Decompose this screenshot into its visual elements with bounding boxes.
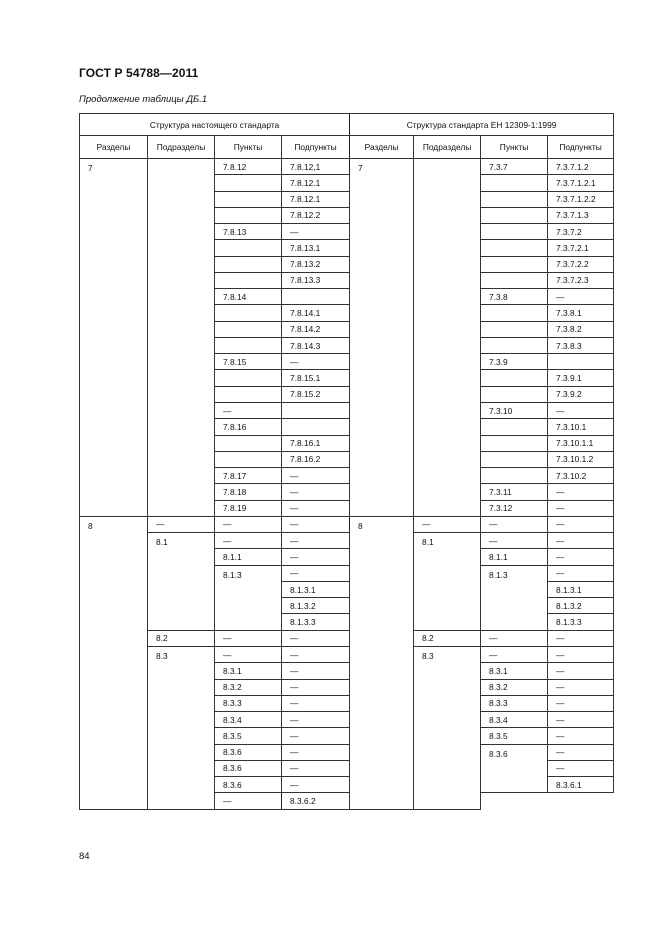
subclause-cell: 8.3.6.1	[548, 777, 614, 793]
subclause-cell: 8.1.3.1	[548, 581, 614, 597]
clause-cell	[481, 240, 548, 256]
section-cell: 7	[80, 159, 148, 517]
subclause-cell: 7.8.15.2	[282, 386, 350, 402]
subclause-cell: 7.8.12.1	[282, 191, 350, 207]
subsection-cell: —	[148, 516, 215, 532]
clause-cell: 8.3.6	[215, 760, 282, 776]
subclause-cell: —	[548, 760, 614, 776]
subclause-cell	[282, 289, 350, 305]
subclause-cell: 7.3.10.1	[548, 419, 614, 435]
subclause-cell: 7.8.14.3	[282, 337, 350, 353]
clause-cell: 8.3.1	[215, 663, 282, 679]
subclause-cell: —	[548, 695, 614, 711]
clause-cell: 7.8.13	[215, 224, 282, 240]
section-cell: 8	[80, 516, 148, 809]
subclause-cell: —	[548, 646, 614, 662]
clause-cell: 7.3.12	[481, 500, 548, 516]
clause-cell	[215, 207, 282, 223]
subclause-cell: 7.3.7.1.2.2	[548, 191, 614, 207]
subclause-cell: 8.1.3.2	[282, 598, 350, 614]
subclause-cell: 7.3.7.2.1	[548, 240, 614, 256]
clause-cell: 7.8.19	[215, 500, 282, 516]
subclause-cell: 8.3.6.2	[282, 793, 350, 809]
subclause-cell: —	[282, 549, 350, 565]
subclause-cell: —	[548, 533, 614, 549]
col-header: Подразделы	[148, 136, 215, 159]
subclause-cell: 8.1.3.3	[548, 614, 614, 630]
page-number: 84	[79, 851, 90, 862]
document-header: ГОСТ Р 54788—2011	[79, 66, 199, 80]
clause-cell: 7.8.15	[215, 354, 282, 370]
subclause-cell: —	[282, 646, 350, 662]
clause-cell: 8.3.5	[481, 728, 548, 744]
clause-cell: —	[215, 402, 282, 418]
clause-cell	[215, 370, 282, 386]
clause-cell	[481, 256, 548, 272]
subclause-cell: 7.8.14.2	[282, 321, 350, 337]
subclause-cell: —	[548, 728, 614, 744]
subclause-cell: —	[282, 500, 350, 516]
subclause-cell: 7.3.7.1.3	[548, 207, 614, 223]
clause-cell: 8.3.6	[215, 744, 282, 760]
subclause-cell: 7.3.8.3	[548, 337, 614, 353]
clause-cell: —	[481, 516, 548, 532]
table-row	[80, 646, 614, 662]
subclause-cell: —	[282, 695, 350, 711]
subsection-cell: —	[414, 516, 481, 532]
clause-cell	[215, 321, 282, 337]
clause-cell: —	[481, 533, 548, 549]
subclause-cell: 7.8.13.3	[282, 272, 350, 288]
subclause-cell: 7.3.7.1.2	[548, 159, 614, 175]
clause-cell: 8.3.4	[481, 712, 548, 728]
subclause-cell: —	[282, 728, 350, 744]
subclause-cell: 7.8.16.1	[282, 435, 350, 451]
subclause-cell: 8.1.3.1	[282, 581, 350, 597]
subclause-cell: —	[282, 484, 350, 500]
subclause-cell: —	[548, 549, 614, 565]
subclause-cell: —	[282, 630, 350, 646]
subclause-cell: 7.3.7.2	[548, 224, 614, 240]
subclause-cell: —	[548, 516, 614, 532]
subclause-cell	[548, 354, 614, 370]
subsection-cell	[148, 159, 215, 517]
subclause-cell: —	[548, 663, 614, 679]
subclause-cell	[282, 402, 350, 418]
subclause-cell: —	[215, 793, 282, 809]
col-header: Разделы	[350, 136, 414, 159]
subclause-cell: —	[282, 777, 350, 793]
clause-cell: 8.3.1	[481, 663, 548, 679]
clause-cell	[481, 337, 548, 353]
clause-cell: 8.3.3	[215, 695, 282, 711]
clause-cell: —	[481, 630, 548, 646]
subclause-cell: 7.3.8.2	[548, 321, 614, 337]
subsection-cell: 8.3	[148, 646, 215, 809]
clause-cell: 8.3.2	[481, 679, 548, 695]
subclause-cell: 7.3.10.1.1	[548, 435, 614, 451]
subclause-cell: —	[282, 468, 350, 484]
table-row	[80, 630, 614, 646]
subclause-cell: 7.3.7.2.3	[548, 272, 614, 288]
subclause-cell: —	[282, 224, 350, 240]
clause-cell	[481, 272, 548, 288]
subclause-cell: 7.3.8.1	[548, 305, 614, 321]
clause-cell	[481, 321, 548, 337]
subclause-cell: —	[282, 565, 350, 581]
subclause-cell: —	[548, 744, 614, 760]
subsection-cell	[414, 159, 481, 517]
subclause-cell: 7.3.10.2	[548, 468, 614, 484]
subclause-cell: 7.8.12,1	[282, 159, 350, 175]
group-header-current: Структура настоящего стандарта	[80, 114, 350, 136]
clause-cell: 8.3.4	[215, 712, 282, 728]
clause-cell: 7.3.11	[481, 484, 548, 500]
subclause-cell: —	[548, 500, 614, 516]
col-header: Разделы	[80, 136, 148, 159]
clause-cell: 8.1.1	[215, 549, 282, 565]
subclause-cell: —	[548, 289, 614, 305]
clause-cell: 7.8.12	[215, 159, 282, 175]
clause-cell	[481, 207, 548, 223]
subclause-cell: —	[548, 630, 614, 646]
subclause-cell: —	[548, 679, 614, 695]
clause-cell	[215, 435, 282, 451]
subclause-cell: —	[282, 516, 350, 532]
table-row	[80, 159, 614, 175]
subclause-cell: —	[282, 712, 350, 728]
subclause-cell: —	[282, 679, 350, 695]
clause-cell	[481, 370, 548, 386]
clause-cell: 7.3.8	[481, 289, 548, 305]
clause-cell	[215, 305, 282, 321]
clause-cell: 7.8.18	[215, 484, 282, 500]
clause-cell	[481, 175, 548, 191]
subclause-cell: 7.8.12.1	[282, 175, 350, 191]
clause-cell: 7.8.17	[215, 468, 282, 484]
correspondence-table	[79, 113, 614, 810]
subclause-cell: 7.3.9.1	[548, 370, 614, 386]
subclause-cell: 7.8.14.1	[282, 305, 350, 321]
subclause-cell: —	[548, 484, 614, 500]
subclause-cell: 7.8.13.1	[282, 240, 350, 256]
clause-cell	[215, 337, 282, 353]
subclause-cell: 7.8.16.2	[282, 451, 350, 467]
subclause-cell: 7.3.9.2	[548, 386, 614, 402]
clause-cell	[481, 386, 548, 402]
clause-cell	[215, 272, 282, 288]
clause-cell	[481, 305, 548, 321]
clause-cell: 8.3.6	[481, 744, 548, 793]
clause-cell	[215, 386, 282, 402]
subclause-cell: 7.3.10.1.2	[548, 451, 614, 467]
clause-cell: —	[481, 646, 548, 662]
subclause-cell: —	[282, 354, 350, 370]
clause-cell	[481, 191, 548, 207]
clause-cell	[215, 175, 282, 191]
clause-cell	[481, 451, 548, 467]
clause-cell: —	[215, 646, 282, 662]
table-row	[80, 516, 614, 532]
subclause-cell: 8.1.3.3	[282, 614, 350, 630]
subclause-cell: —	[548, 565, 614, 581]
subsection-cell: 8.2	[414, 630, 481, 646]
group-header-en: Структура стандарта ЕН 12309-1:1999	[350, 114, 614, 136]
subclause-cell: 7.3.7.1.2.1	[548, 175, 614, 191]
clause-cell	[215, 240, 282, 256]
clause-cell: 8.3.3	[481, 695, 548, 711]
subclause-cell: 7.8.15.1	[282, 370, 350, 386]
col-header: Подпункты	[282, 136, 350, 159]
subclause-cell: 7.8.12.2	[282, 207, 350, 223]
col-header: Пункты	[481, 136, 548, 159]
clause-cell: —	[215, 516, 282, 532]
clause-cell	[481, 224, 548, 240]
subclause-cell	[282, 419, 350, 435]
subclause-cell: 8.1.3.2	[548, 598, 614, 614]
subclause-cell: —	[282, 744, 350, 760]
subclause-cell: 7.3.7.2.2	[548, 256, 614, 272]
clause-cell: 7.3.7	[481, 159, 548, 175]
clause-cell: 8.1.3	[481, 565, 548, 630]
clause-cell: —	[215, 630, 282, 646]
subclause-cell: —	[282, 760, 350, 776]
clause-cell	[215, 451, 282, 467]
col-header: Пункты	[215, 136, 282, 159]
clause-cell	[481, 468, 548, 484]
clause-cell: —	[215, 533, 282, 549]
section-cell: 8	[350, 516, 414, 809]
table-row	[80, 533, 614, 549]
subsection-cell: 8.1	[148, 533, 215, 631]
clause-cell: 7.3.9	[481, 354, 548, 370]
clause-cell: 8.3.5	[215, 728, 282, 744]
subclause-cell: —	[548, 712, 614, 728]
clause-cell: 7.3.10	[481, 402, 548, 418]
clause-cell	[215, 191, 282, 207]
clause-cell: 8.3.2	[215, 679, 282, 695]
clause-cell: 7.8.14	[215, 289, 282, 305]
table-caption: Продолжение таблицы ДБ.1	[79, 94, 208, 105]
subclause-cell: —	[282, 663, 350, 679]
section-cell: 7	[350, 159, 414, 517]
clause-cell	[481, 435, 548, 451]
subsection-cell: 8.1	[414, 533, 481, 631]
clause-cell: 8.3.6	[215, 777, 282, 793]
subclause-cell: —	[548, 402, 614, 418]
subsection-cell: 8.3	[414, 646, 481, 809]
col-header: Подпункты	[548, 136, 614, 159]
clause-cell	[481, 419, 548, 435]
col-header: Подразделы	[414, 136, 481, 159]
clause-cell	[215, 256, 282, 272]
clause-cell: 7.8.16	[215, 419, 282, 435]
subclause-cell: —	[282, 533, 350, 549]
clause-cell: 8.1.1	[481, 549, 548, 565]
subsection-cell: 8.2	[148, 630, 215, 646]
clause-cell: 8.1.3	[215, 565, 282, 630]
subclause-cell: 7.8.13.2	[282, 256, 350, 272]
